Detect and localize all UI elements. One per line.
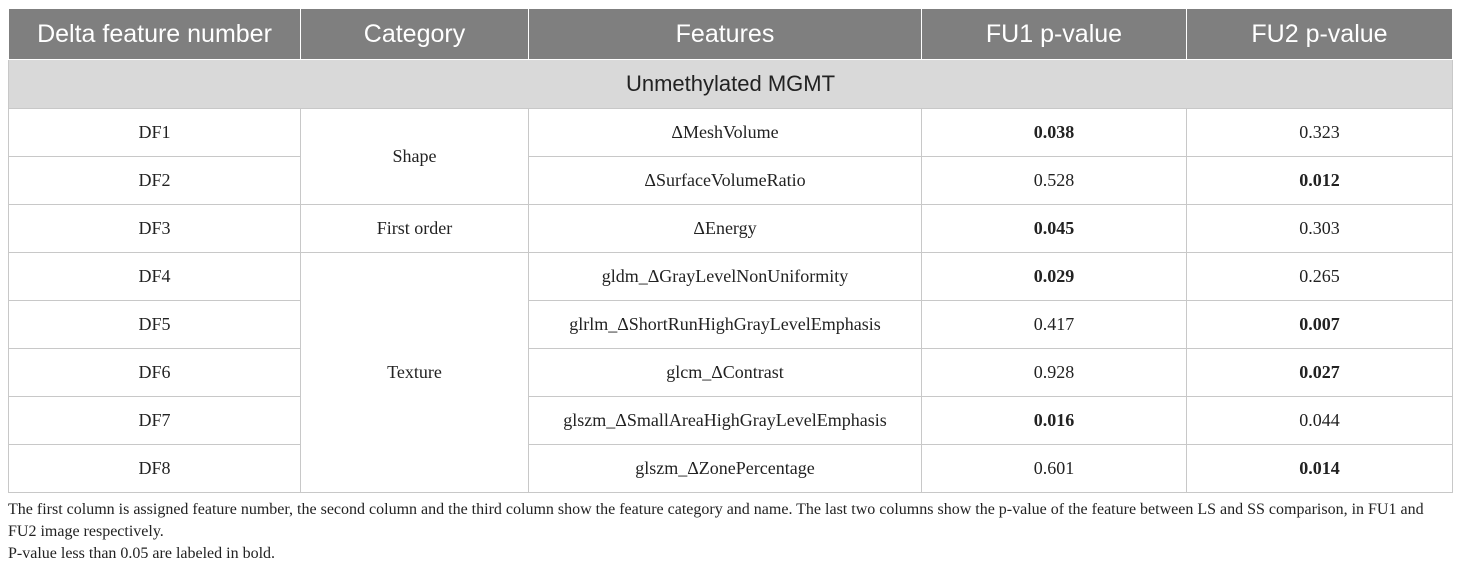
group-label: Unmethylated MGMT (9, 60, 1453, 109)
fu2-p-value: 0.007 (1187, 301, 1453, 349)
fu2-p-value: 0.323 (1187, 109, 1453, 157)
fu2-p-value: 0.303 (1187, 205, 1453, 253)
table-row (9, 397, 1453, 445)
fu2-p-value: 0.027 (1187, 349, 1453, 397)
feature-number: DF3 (9, 205, 301, 253)
feature-name: glszm_ΔSmallAreaHighGrayLevelEmphasis (529, 397, 922, 445)
table-container (8, 8, 1452, 493)
header-fu2-p-value: FU2 p-value (1187, 9, 1453, 60)
feature-name: glrlm_ΔShortRunHighGrayLevelEmphasis (529, 301, 922, 349)
fu2-p-value: 0.044 (1187, 397, 1453, 445)
feature-number: DF2 (9, 157, 301, 205)
feature-number: DF8 (9, 445, 301, 493)
feature-number: DF7 (9, 397, 301, 445)
table-row (9, 253, 1453, 301)
header-features: Features (529, 9, 922, 60)
feature-name: ΔEnergy (529, 205, 922, 253)
footnote-bold-legend: P-value less than 0.05 are labeled in bold. (8, 545, 276, 562)
table-row (9, 301, 1453, 349)
feature-number: DF1 (9, 109, 301, 157)
feature-name: gldm_ΔGrayLevelNonUniformity (529, 253, 922, 301)
fu1-p-value: 0.016 (922, 397, 1187, 445)
feature-name: glcm_ΔContrast (529, 349, 922, 397)
fu2-p-value: 0.265 (1187, 253, 1453, 301)
table-row (9, 445, 1453, 493)
fu1-p-value: 0.528 (922, 157, 1187, 205)
feature-name: glszm_ΔZonePercentage (529, 445, 922, 493)
header-category: Category (301, 9, 529, 60)
category-cell: Texture (301, 253, 529, 493)
feature-number: DF4 (9, 253, 301, 301)
table-footnotes (8, 499, 1456, 565)
fu1-p-value: 0.038 (922, 109, 1187, 157)
fu1-p-value: 0.928 (922, 349, 1187, 397)
header-delta-feature-number: Delta feature number (9, 9, 301, 60)
fu1-p-value: 0.029 (922, 253, 1187, 301)
fu1-p-value: 0.601 (922, 445, 1187, 493)
feature-number: DF6 (9, 349, 301, 397)
header-fu1-p-value: FU1 p-value (922, 9, 1187, 60)
footnote-description: The first column is assigned feature number, the second column and the third column show the feature category and name. The last two columns show the p-value of the feature between LS and SS comparison, in FU1 and FU2 image respectively. (8, 501, 1424, 540)
header-row (9, 9, 1453, 60)
category-cell: First order (301, 205, 529, 253)
feature-number: DF5 (9, 301, 301, 349)
fu2-p-value: 0.012 (1187, 157, 1453, 205)
feature-name: ΔMeshVolume (529, 109, 922, 157)
group-row (9, 60, 1453, 109)
table-row (9, 205, 1453, 253)
table-row (9, 109, 1453, 157)
table-row (9, 157, 1453, 205)
category-cell: Shape (301, 109, 529, 205)
fu1-p-value: 0.417 (922, 301, 1187, 349)
table-row (9, 349, 1453, 397)
fu1-p-value: 0.045 (922, 205, 1187, 253)
feature-name: ΔSurfaceVolumeRatio (529, 157, 922, 205)
features-table (8, 8, 1453, 493)
fu2-p-value: 0.014 (1187, 445, 1453, 493)
